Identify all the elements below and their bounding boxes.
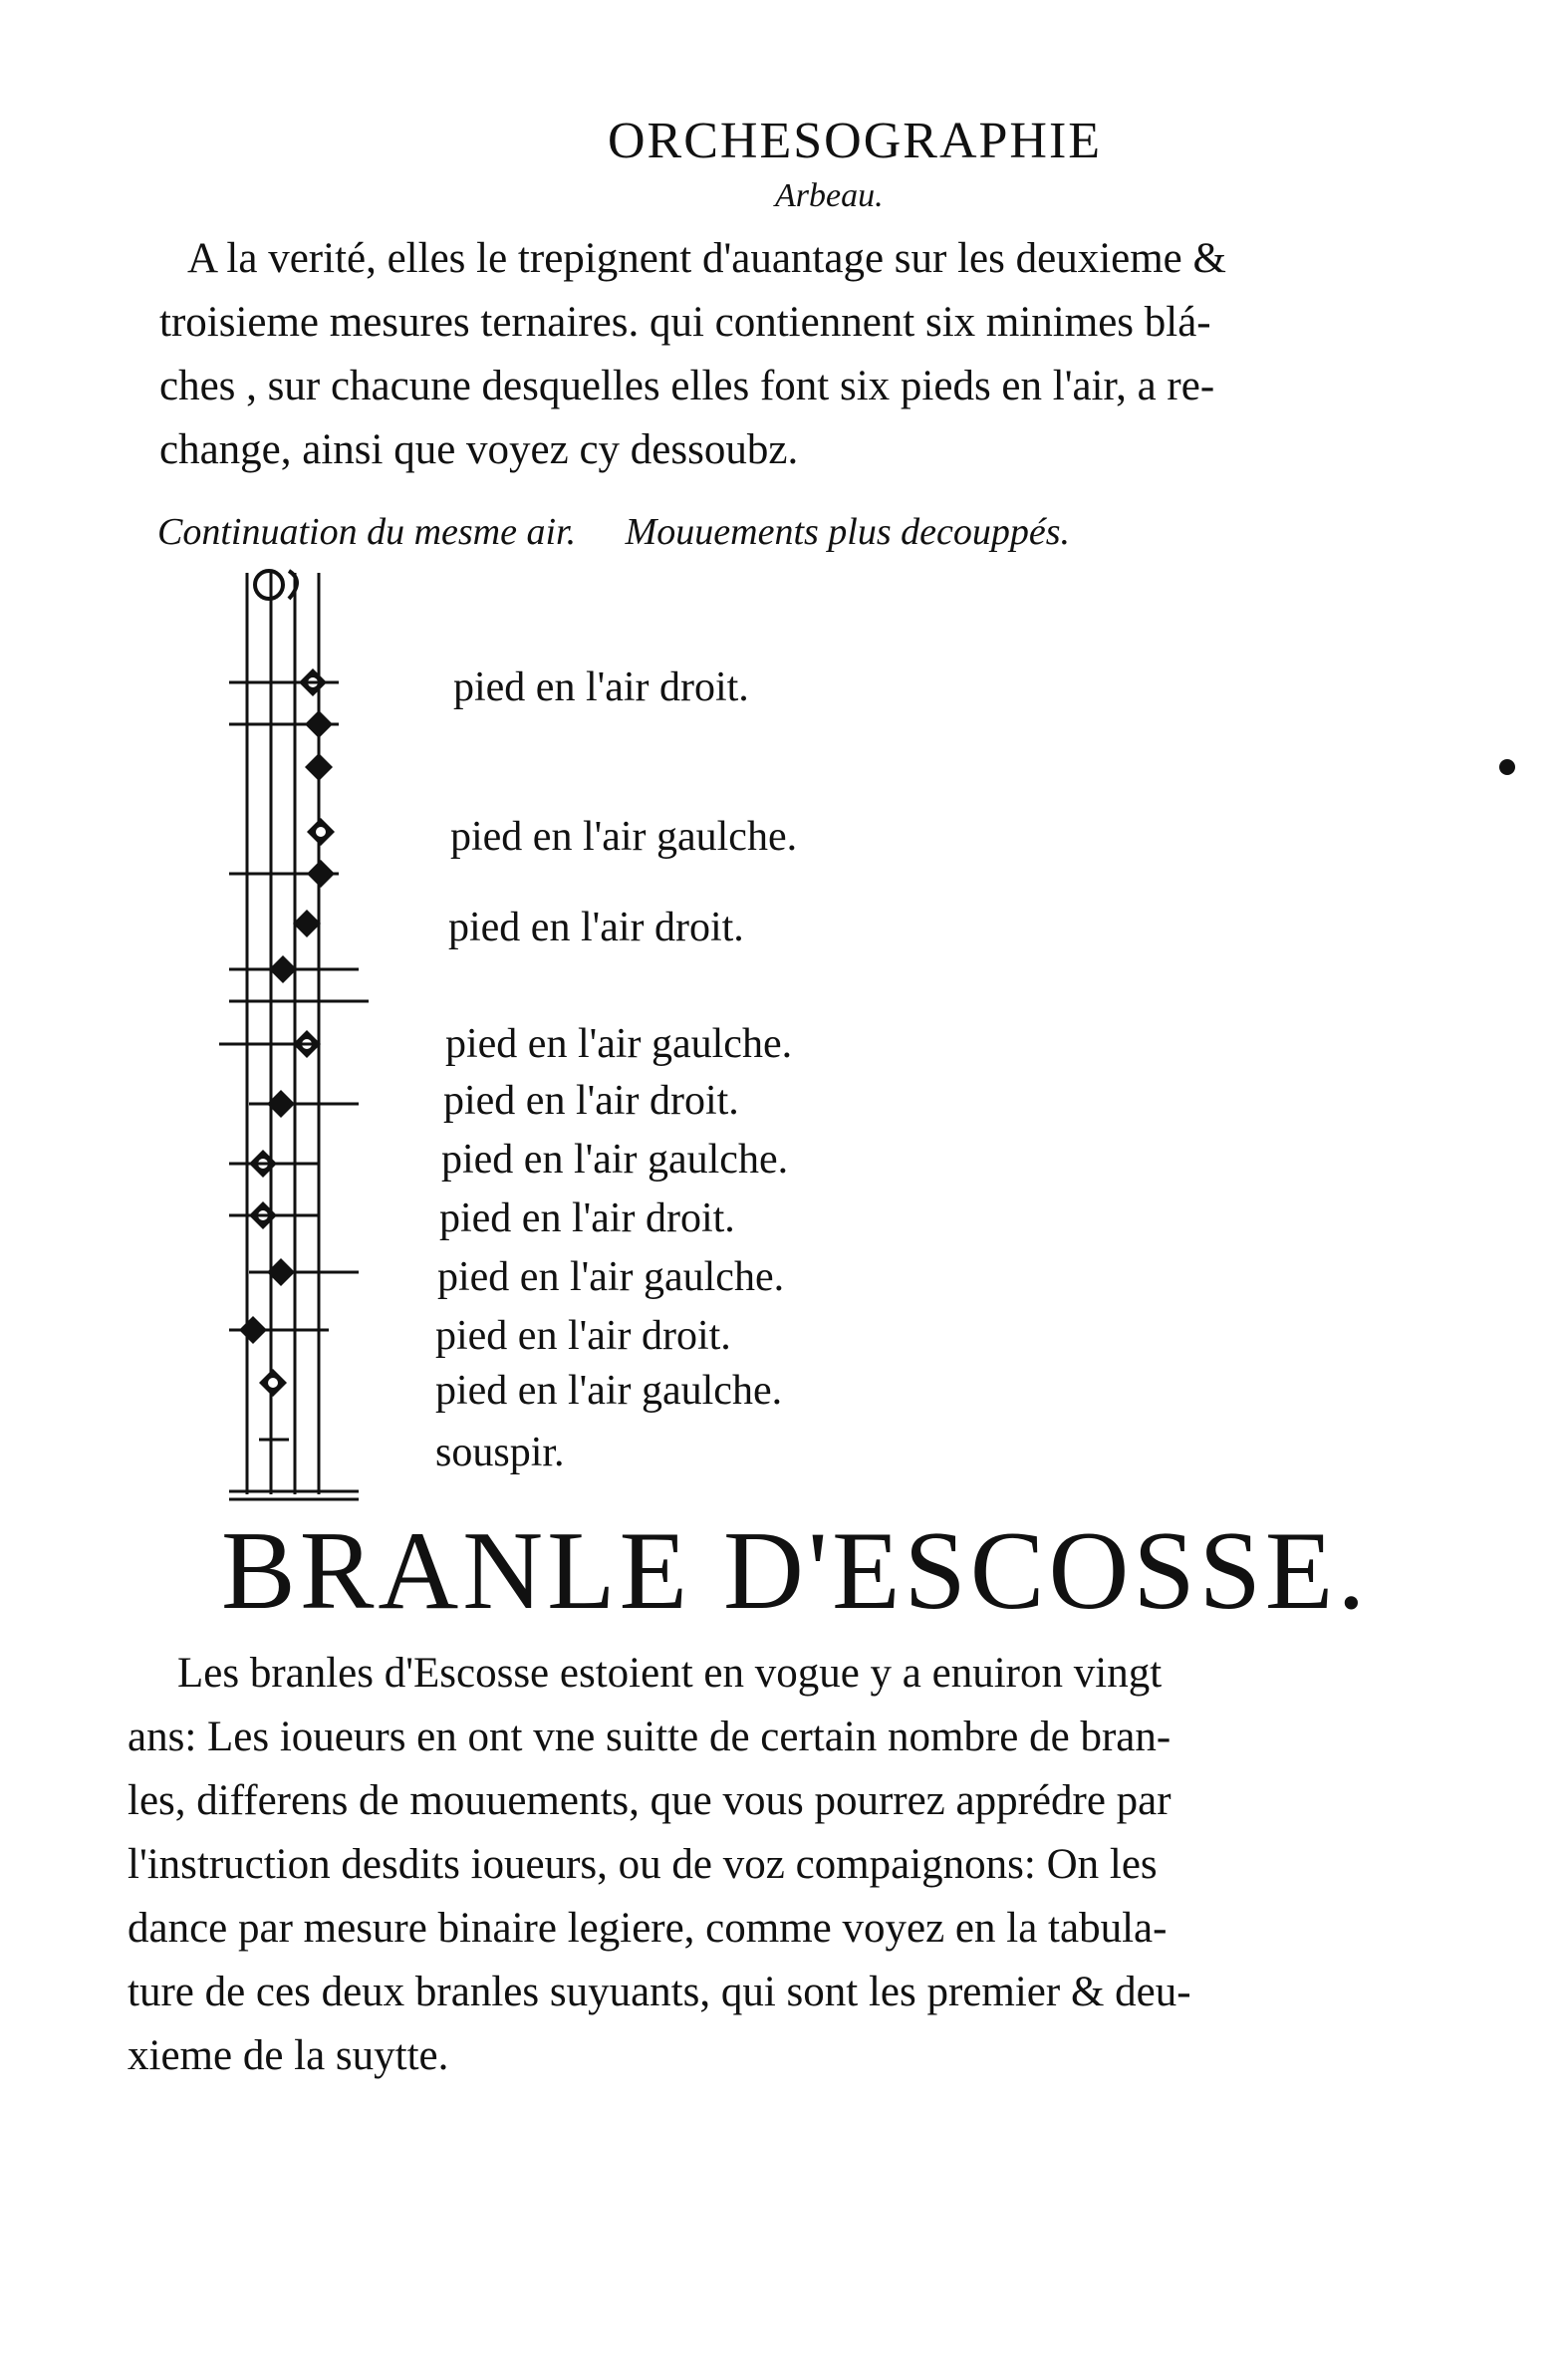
section-heading: BRANLE D'ESCOSSE. <box>221 1509 1370 1633</box>
step-label: pied en l'air gaulche. <box>450 814 798 860</box>
step-label: pied en l'air gaulche. <box>437 1254 785 1300</box>
paragraph-line: ture de ces deux branles suyuants, qui sont les premier & deu- <box>128 1969 1191 2015</box>
ledger-ticks <box>219 682 359 1440</box>
step-label: pied en l'air droit. <box>439 1195 735 1241</box>
paragraph-line: ans: Les ioueurs en ont vne suitte de certain nombre de bran- <box>128 1714 1171 1760</box>
paragraph-line: Les branles d'Escosse estoient en vogue y a enuiron vingt <box>177 1650 1163 1697</box>
paragraph-line: l'instruction desdits ioueurs, ou de voz compaignons: On les <box>128 1841 1158 1888</box>
note-head <box>305 753 333 781</box>
author-name: Arbeau. <box>775 177 884 214</box>
paragraph-line: dance par mesure binaire legiere, comme voyez en la tabula- <box>128 1905 1168 1952</box>
paragraph-line: change, ainsi que voyez cy dessoubz. <box>159 426 799 473</box>
paragraph-line: les, differens de mouuements, que vous pourrez apprédre par <box>128 1777 1171 1824</box>
caption-right: Mouuements plus decouppés. <box>625 511 1071 553</box>
section-paragraph <box>128 1642 1462 2088</box>
paragraph-line: troisieme mesures ternaires. qui contiennent six minimes blá- <box>159 299 1211 346</box>
clef-sign <box>255 571 297 599</box>
step-label: pied en l'air droit. <box>443 1078 739 1124</box>
paragraph-line: xieme de la suytte. <box>128 2032 449 2079</box>
step-label: pied en l'air droit. <box>448 905 744 950</box>
step-label: pied en l'air droit. <box>453 664 749 710</box>
ink-spot <box>1499 759 1515 775</box>
paragraph-line: A la verité, elles le trepignent d'auantage sur les deuxieme & <box>187 235 1226 282</box>
note-head-centers <box>258 677 326 1388</box>
caption-left: Continuation du mesme air. <box>157 511 577 553</box>
step-label: pied en l'air gaulche. <box>445 1021 793 1067</box>
note-heads <box>239 668 335 1397</box>
tablature-caption <box>157 510 1110 554</box>
paragraph-line: ches , sur chacune desquelles elles font six pieds en l'air, a re- <box>159 363 1215 409</box>
step-label: pied en l'air droit. <box>435 1313 731 1359</box>
step-label: pied en l'air gaulche. <box>441 1137 789 1183</box>
step-label: pied en l'air gaulche. <box>435 1368 783 1414</box>
music-staff-figure <box>209 563 379 1519</box>
running-title: ORCHESOGRAPHIE <box>608 113 1103 169</box>
step-label: souspir. <box>435 1430 565 1475</box>
note-head <box>293 910 321 937</box>
intro-paragraph <box>159 227 1494 482</box>
